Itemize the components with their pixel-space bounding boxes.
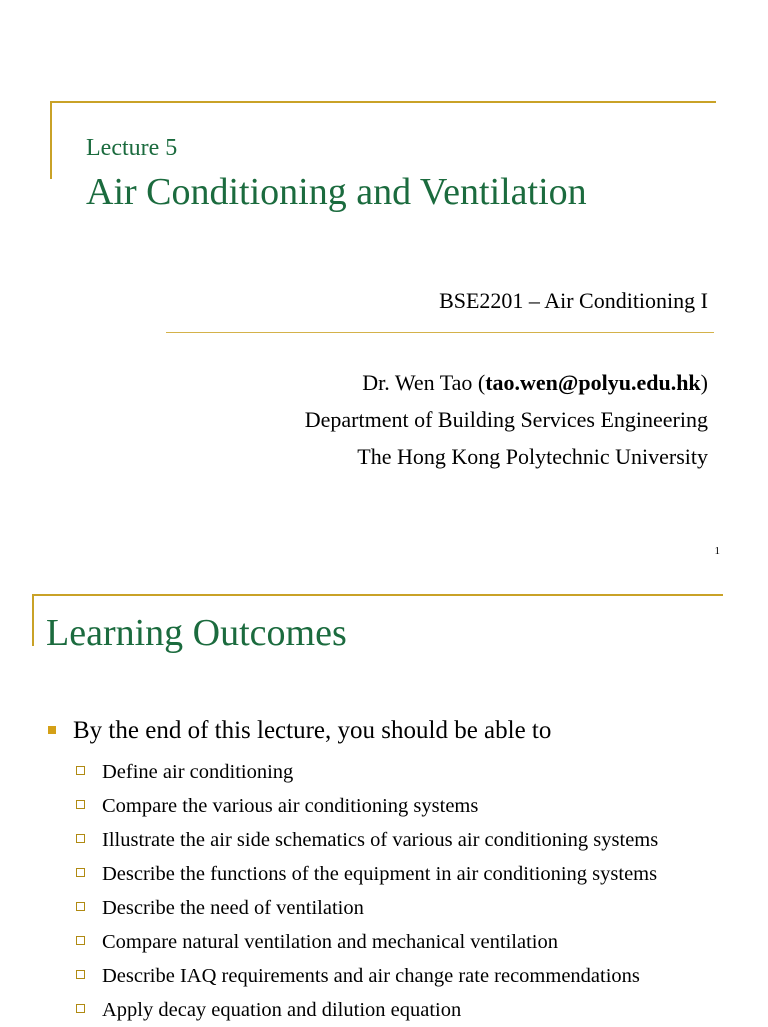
list-item [76, 755, 658, 789]
author-suffix: ) [700, 370, 708, 395]
hollow-square-bullet-icon [76, 800, 85, 809]
hollow-square-bullet-icon [76, 868, 85, 877]
list-item [76, 925, 658, 959]
hollow-square-bullet-icon [76, 902, 85, 911]
page-number: 1 [714, 545, 720, 557]
author-line [305, 364, 708, 401]
hollow-square-bullet-icon [76, 766, 85, 775]
list-item [76, 789, 658, 823]
course-code: BSE2201 – Air Conditioning I [439, 288, 708, 313]
list-item [76, 959, 658, 993]
hollow-square-bullet-icon [76, 936, 85, 945]
list-item [76, 823, 658, 857]
outcome-text: Define air conditioning [102, 761, 294, 783]
hollow-square-bullet-icon [76, 970, 85, 979]
learning-outcomes-slide [0, 575, 768, 1024]
outcome-text: Compare the various air conditioning systems [102, 795, 479, 817]
lecture-label: Lecture 5 [86, 135, 178, 161]
author-info [305, 364, 708, 475]
frame-top-line [32, 594, 723, 596]
list-item [76, 891, 658, 925]
author-email: tao.wen@polyu.edu.hk [485, 370, 701, 395]
department: Department of Building Services Engineering [304, 407, 708, 432]
hollow-square-bullet-icon [76, 834, 85, 843]
frame-left-line [32, 594, 34, 646]
slide-title: Air Conditioning and Ventilation [86, 171, 587, 213]
intro-bullet [48, 717, 551, 745]
outcome-text: Apply decay equation and dilution equation [102, 999, 462, 1021]
square-bullet-icon [48, 726, 56, 734]
outcome-text: Describe the need of ventilation [102, 897, 364, 919]
frame-top-line [50, 101, 716, 103]
university: The Hong Kong Polytechnic University [357, 444, 708, 469]
outcomes-list [76, 755, 658, 1027]
author-name: Dr. Wen Tao ( [362, 370, 486, 395]
hollow-square-bullet-icon [76, 1004, 85, 1013]
outcome-text: Compare natural ventilation and mechanical ventilation [102, 931, 558, 953]
slide-title: Learning Outcomes [46, 612, 347, 654]
intro-text: By the end of this lecture, you should be able to [73, 717, 552, 744]
outcome-text: Describe IAQ requirements and air change rate recommendations [102, 965, 640, 987]
outcome-text: Illustrate the air side schematics of various air conditioning systems [102, 829, 659, 851]
frame-left-line [50, 101, 52, 179]
outcome-text: Describe the functions of the equipment in air conditioning systems [102, 863, 658, 885]
list-item [76, 993, 658, 1027]
list-item [76, 857, 658, 891]
course-divider [166, 332, 714, 333]
